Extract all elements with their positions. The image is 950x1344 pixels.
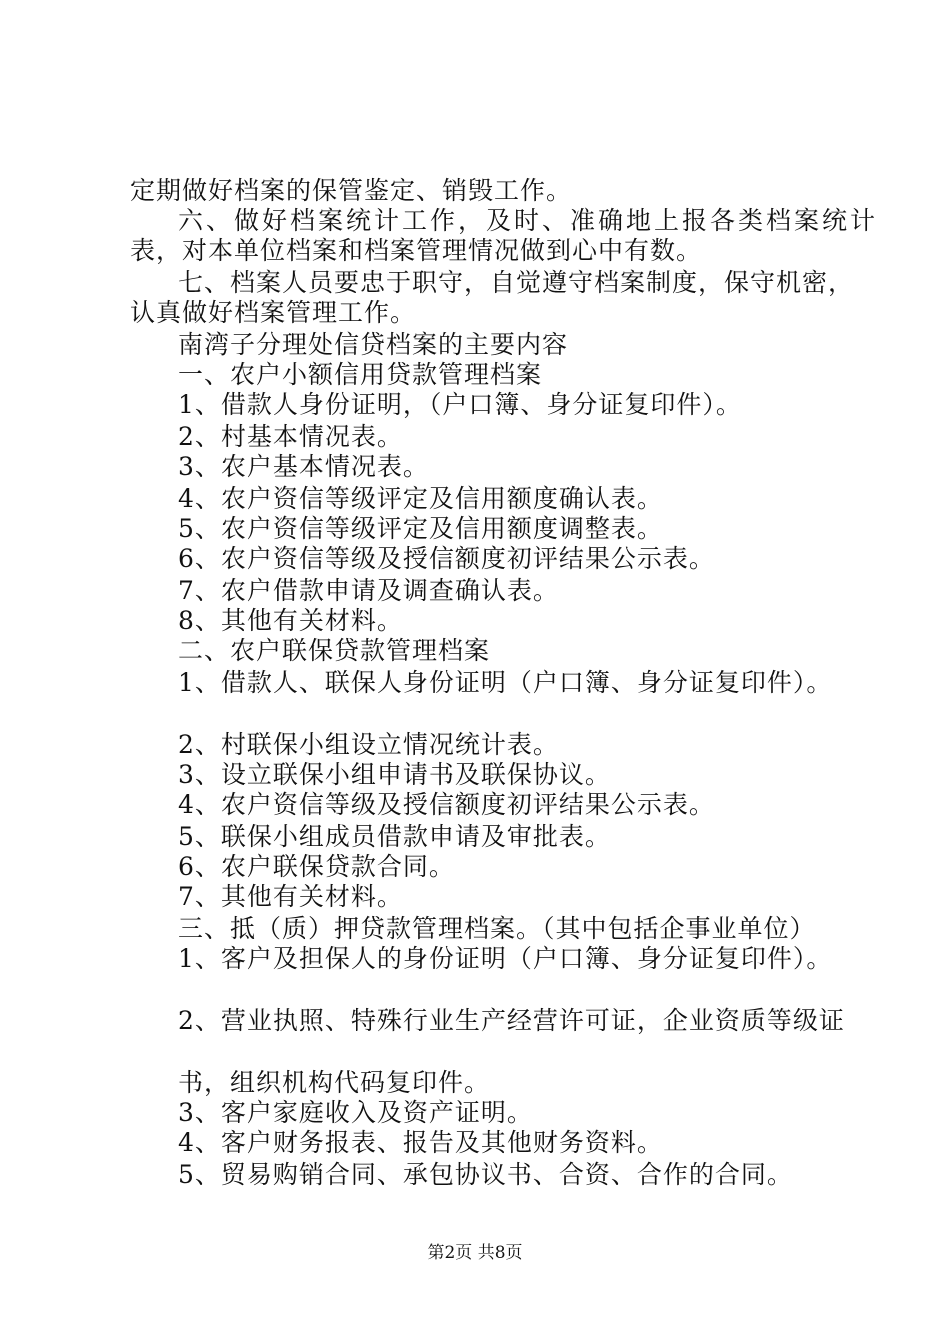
list-item: 4、农户资信等级评定及信用额度确认表。 bbox=[178, 484, 663, 513]
section-heading: 一、农户小额信用贷款管理档案 bbox=[178, 360, 543, 389]
list-item: 3、客户家庭收入及资产证明。 bbox=[178, 1098, 533, 1127]
list-item: 1、客户及担保人的身份证明（户口簿、身分证复印件）。 bbox=[178, 944, 833, 973]
list-item: 5、联保小组成员借款申请及审批表。 bbox=[178, 822, 611, 851]
list-item: 2、营业执照、特殊行业生产经营许可证，企业资质等级证 bbox=[178, 1006, 845, 1035]
list-item: 1、借款人身份证明，（户口簿、身分证复印件）。 bbox=[178, 390, 742, 419]
text-line: 六、做好档案统计工作，及时、准确地上报各类档案统计 bbox=[178, 206, 879, 235]
list-item: 2、村基本情况表。 bbox=[178, 422, 403, 451]
list-item: 4、农户资信等级及授信额度初评结果公示表。 bbox=[178, 790, 715, 819]
list-item: 4、客户财务报表、报告及其他财务资料。 bbox=[178, 1128, 663, 1157]
list-item: 1、借款人、联保人身份证明（户口簿、身分证复印件）。 bbox=[178, 668, 833, 697]
list-item: 书，组织机构代码复印件。 bbox=[178, 1068, 491, 1097]
list-item: 3、农户基本情况表。 bbox=[178, 452, 429, 481]
text-line: 七、档案人员要忠于职守，自觉遵守档案制度，保守机密， bbox=[178, 268, 855, 297]
text-line: 认真做好档案管理工作。 bbox=[130, 298, 417, 327]
section-heading: 三、抵（质）押贷款管理档案。（其中包括企事业单位） bbox=[178, 914, 816, 943]
text-line: 定期做好档案的保管鉴定、销毁工作。 bbox=[130, 176, 573, 205]
list-item: 5、贸易购销合同、承包协议书、合资、合作的合同。 bbox=[178, 1160, 793, 1189]
section-heading: 二、农户联保贷款管理档案 bbox=[178, 636, 491, 665]
section-heading: 南湾子分理处信贷档案的主要内容 bbox=[178, 330, 569, 359]
list-item: 7、其他有关材料。 bbox=[178, 882, 403, 911]
list-item: 3、设立联保小组申请书及联保协议。 bbox=[178, 760, 611, 789]
list-item: 6、农户联保贷款合同。 bbox=[178, 852, 455, 881]
list-item: 6、农户资信等级及授信额度初评结果公示表。 bbox=[178, 544, 715, 573]
list-item: 7、农户借款申请及调查确认表。 bbox=[178, 576, 559, 605]
list-item: 5、农户资信等级评定及信用额度调整表。 bbox=[178, 514, 663, 543]
list-item: 8、其他有关材料。 bbox=[178, 606, 403, 635]
text-line: 表，对本单位档案和档案管理情况做到心中有数。 bbox=[130, 236, 703, 265]
page-footer: 第2页 共8页 bbox=[427, 1243, 523, 1263]
list-item: 2、村联保小组设立情况统计表。 bbox=[178, 730, 559, 759]
